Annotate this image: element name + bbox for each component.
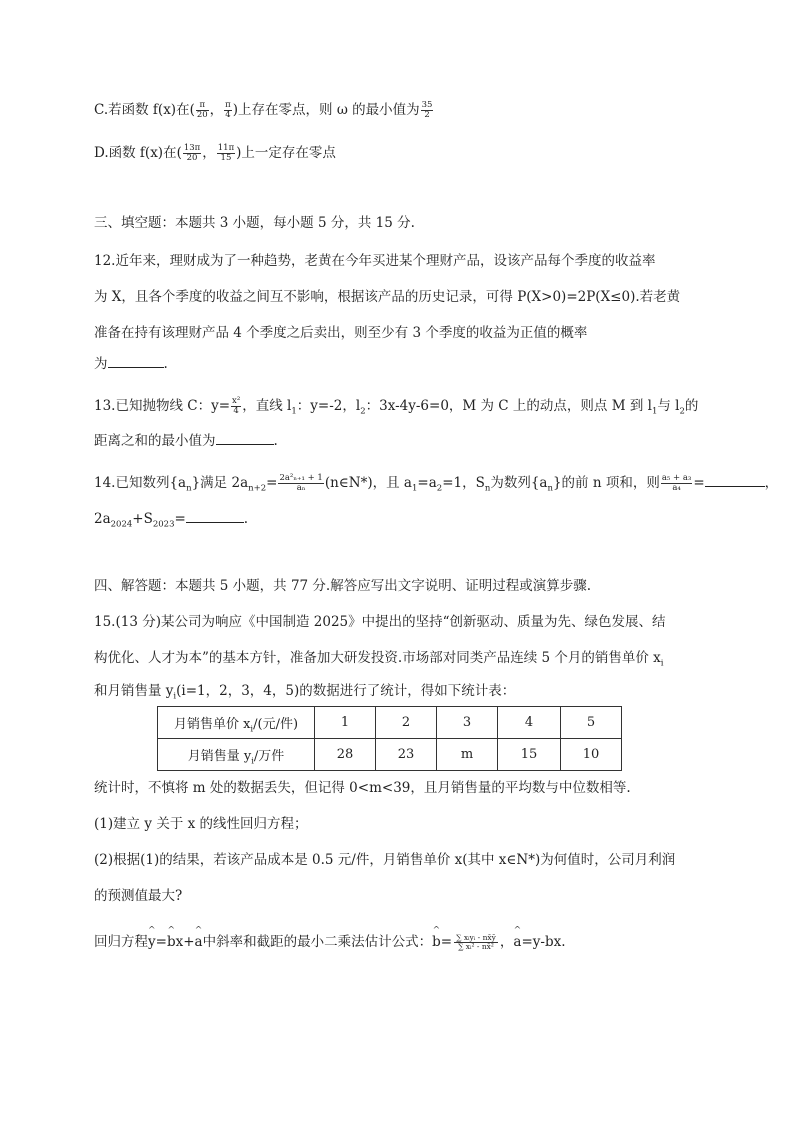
option-d: D.函数 f(x)在( $\frac{13\pi}{20}$ ， $\frac{11\pi}{15}$ )上一定存在零点 [94, 143, 336, 163]
fraction: $\frac{13\pi}{20}$ [183, 143, 201, 163]
q15-part-2-line-2: 的预测值最大? [94, 888, 183, 904]
fraction: $\frac{\text{2a²ₙ₊₁ + 1}}{\text{aₙ}}$ [279, 473, 323, 493]
answer-blank[interactable] [186, 508, 244, 523]
fraction: $\frac{\text{x²}}{4}$ [232, 396, 241, 416]
q14-line-1: 14.已知数列$\{a_n\}$满足 $2a_{n+2}=$ $\frac{\text{2a²ₙ₊₁ + 1}}{\text{aₙ}}$ (n∈N*)，且 $a_1=a_2=1$，$S_n$为数列$\{a_n\}$的前 n 项和，则 $\frac{\text{a₅ + a₃}}{\text{a₄}}$ = ， [94, 473, 779, 494]
fraction: $\frac{35}{2}$ [421, 100, 433, 120]
table-cell: 3 [437, 707, 498, 739]
q12-line-2: 为 X，且各个季度的收益之间互不影响，根据该产品的历史记录，可得 P(X>0)=2P(X≤0).若老黄 [94, 289, 681, 305]
table-cell: 15 [498, 739, 561, 771]
table-row [158, 739, 622, 771]
table-cell: 2 [376, 707, 437, 739]
q15-line-2: 构优化、人才为本”的基本方针，准备加大研发投资.市场部对同类产品连续 5 个月的销售单价 $x_i$ [94, 650, 664, 669]
fraction: $\frac{\pi}{4}$ [225, 100, 231, 120]
q15-part-1: (1)建立 y 关于 x 的线性回归方程； [94, 816, 308, 832]
q13-line-1: 13.已知抛物线 C：y= $\frac{\text{x²}}{4}$ ，直线 $l_1$：y=-2，$l_2$：3x-4y-6=0，M 为 C 上的动点，则点 M 到 $l_1$与 $l_2$的 [94, 396, 699, 417]
section-3-header: 三、填空题：本题共 3 小题，每小题 5 分，共 15 分. [94, 215, 415, 231]
table-cell: 1 [315, 707, 376, 739]
q15-part-2-line-1: (2)根据(1)的结果，若该产品成本是 0.5 元/件，月销售单价 x(其中 x∈N*)为何值时，公司月利润 [94, 852, 676, 868]
q15-formula: 回归方程^ y=^ bx+^ a中斜率和截距的最小二乘法估计公式：^ b= $\frac{\text{∑ xᵢyᵢ - nx̄ȳ}}{\text{∑ xᵢ² - nx̄²}}$ ，^ a=y-bx. [94, 932, 566, 952]
q15-line-1: 15.(13 分)某公司为响应《中国制造 2025》中提出的坚持“创新驱动、质量为先、绿色发展、结 [94, 614, 666, 630]
answer-blank[interactable] [216, 430, 274, 445]
q12-line-3: 准备在持有该理财产品 4 个季度之后卖出，则至少有 3 个季度的收益为正值的概率 [94, 325, 588, 341]
table-row [158, 707, 622, 739]
q12-line-1: 12.近年来，理财成为了一种趋势，老黄在今年买进某个理财产品，设该产品每个季度的收益率 [94, 253, 656, 269]
section-4-header: 四、解答题：本题共 5 小题，共 77 分.解答应写出文字说明、证明过程或演算步骤. [94, 578, 592, 594]
q15-line-3: 和月销售量 $y_i(i=1$，2，3，4，5)的数据进行了统计，得如下统计表： [94, 683, 516, 702]
table-cell: 28 [315, 739, 376, 771]
table-cell: 4 [498, 707, 561, 739]
fraction: $\frac{11\pi}{15}$ [217, 143, 235, 163]
q15-after-table: 统计时，不慎将 m 处的数据丢失，但记得 0<m<39，且月销售量的平均数与中位数相等. [94, 780, 631, 796]
table-cell: 23 [376, 739, 437, 771]
row-header: 月销售单价 $x_i/$(元/件) [158, 707, 315, 739]
q13-line-2: 距离之和的最小值为 . [94, 430, 278, 451]
regression-fraction: $\frac{\text{∑ xᵢyᵢ - nx̄ȳ}}{\text{∑ xᵢ² - nx̄²}}$ [456, 933, 496, 951]
table-cell: 5 [561, 707, 622, 739]
table-cell: 10 [561, 739, 622, 771]
q14-line-2: $2a_{2024}+S_{2023}=$ . [94, 508, 248, 529]
fraction: $\frac{\pi}{20}$ [196, 100, 208, 120]
answer-blank[interactable] [705, 472, 765, 487]
q12-line-4: 为 . [94, 353, 168, 374]
answer-blank[interactable] [108, 353, 164, 368]
row-header: 月销售量 $y_i/$万件 [158, 739, 315, 771]
table-cell: m [437, 739, 498, 771]
option-c: C.若函数 f(x)在( $\frac{\pi}{20}$ ， $\frac{\pi}{4}$ )上存在零点，则 ω 的最小值为 $\frac{35}{2}$ [94, 100, 433, 120]
fraction: $\frac{\text{a₅ + a₃}}{\text{a₄}}$ [661, 473, 692, 493]
statistics-table [157, 706, 622, 771]
